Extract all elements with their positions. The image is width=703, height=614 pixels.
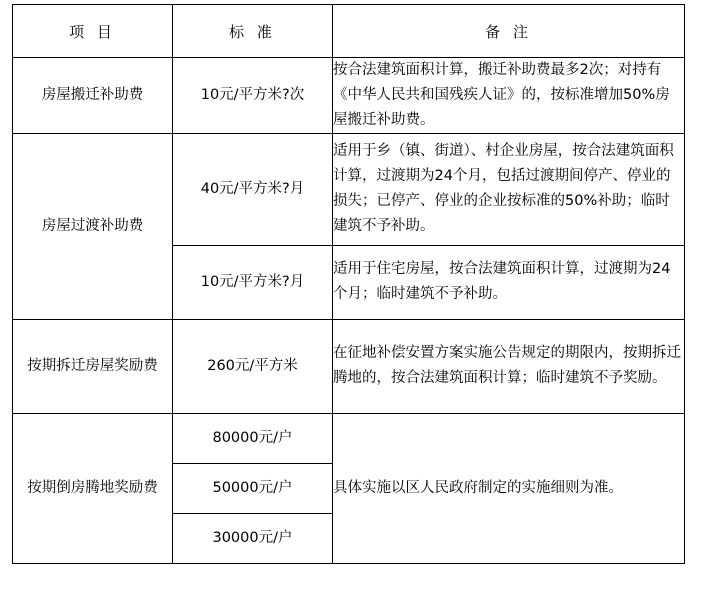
cell-item-transition-subsidy: 房屋过渡补助费 xyxy=(13,133,173,319)
cell-item-ontime-vacate-award: 按期倒房腾地奖励费 xyxy=(13,413,173,563)
table-row xyxy=(13,58,685,134)
cell-standard-transition-enterprise: 40元/平方米?月 xyxy=(173,133,333,245)
cell-item-ontime-demolition-award: 按期拆迁房屋奖励费 xyxy=(13,319,173,413)
cell-standard-transition-residential: 10元/平方米?月 xyxy=(173,245,333,319)
table-body xyxy=(13,58,685,564)
cell-note-relocation-subsidy: 按合法建筑面积计算，搬迁补助费最多2次；对持有《中华人民共和国残疾人证》的，按标准增加50%房屋搬迁补助费。 xyxy=(333,58,685,134)
cell-standard-vacate-50000: 50000元/户 xyxy=(173,463,333,513)
document-page xyxy=(0,4,703,614)
table-header xyxy=(13,5,685,58)
compensation-standards-table xyxy=(12,4,685,564)
cell-standard-relocation-subsidy: 10元/平方米?次 xyxy=(173,58,333,134)
cell-note-ontime-vacate-award: 具体实施以区人民政府制定的实施细则为准。 xyxy=(333,413,685,563)
column-header-item: 项 目 xyxy=(13,5,173,58)
table-row xyxy=(13,319,685,413)
cell-note-ontime-demolition-award: 在征地补偿安置方案实施公告规定的期限内，按期拆迁腾地的，按合法建筑面积计算；临时建筑不予奖励。 xyxy=(333,319,685,413)
table-row xyxy=(13,413,685,463)
cell-note-transition-residential: 适用于住宅房屋，按合法建筑面积计算，过渡期为24个月；临时建筑不予补助。 xyxy=(333,245,685,319)
cell-standard-vacate-80000: 80000元/户 xyxy=(173,413,333,463)
column-header-note: 备 注 xyxy=(333,5,685,58)
table-row xyxy=(13,133,685,245)
cell-standard-ontime-demolition-award: 260元/平方米 xyxy=(173,319,333,413)
column-header-standard: 标 准 xyxy=(173,5,333,58)
table-header-row xyxy=(13,5,685,58)
cell-note-transition-enterprise: 适用于乡（镇、街道）、村企业房屋，按合法建筑面积计算，过渡期为24个月，包括过渡期间停产、停业的损失；已停产、停业的企业按标准的50%补助；临时建筑不予补助。 xyxy=(333,133,685,245)
cell-standard-vacate-30000: 30000元/户 xyxy=(173,513,333,563)
cell-item-relocation-subsidy: 房屋搬迁补助费 xyxy=(13,58,173,134)
